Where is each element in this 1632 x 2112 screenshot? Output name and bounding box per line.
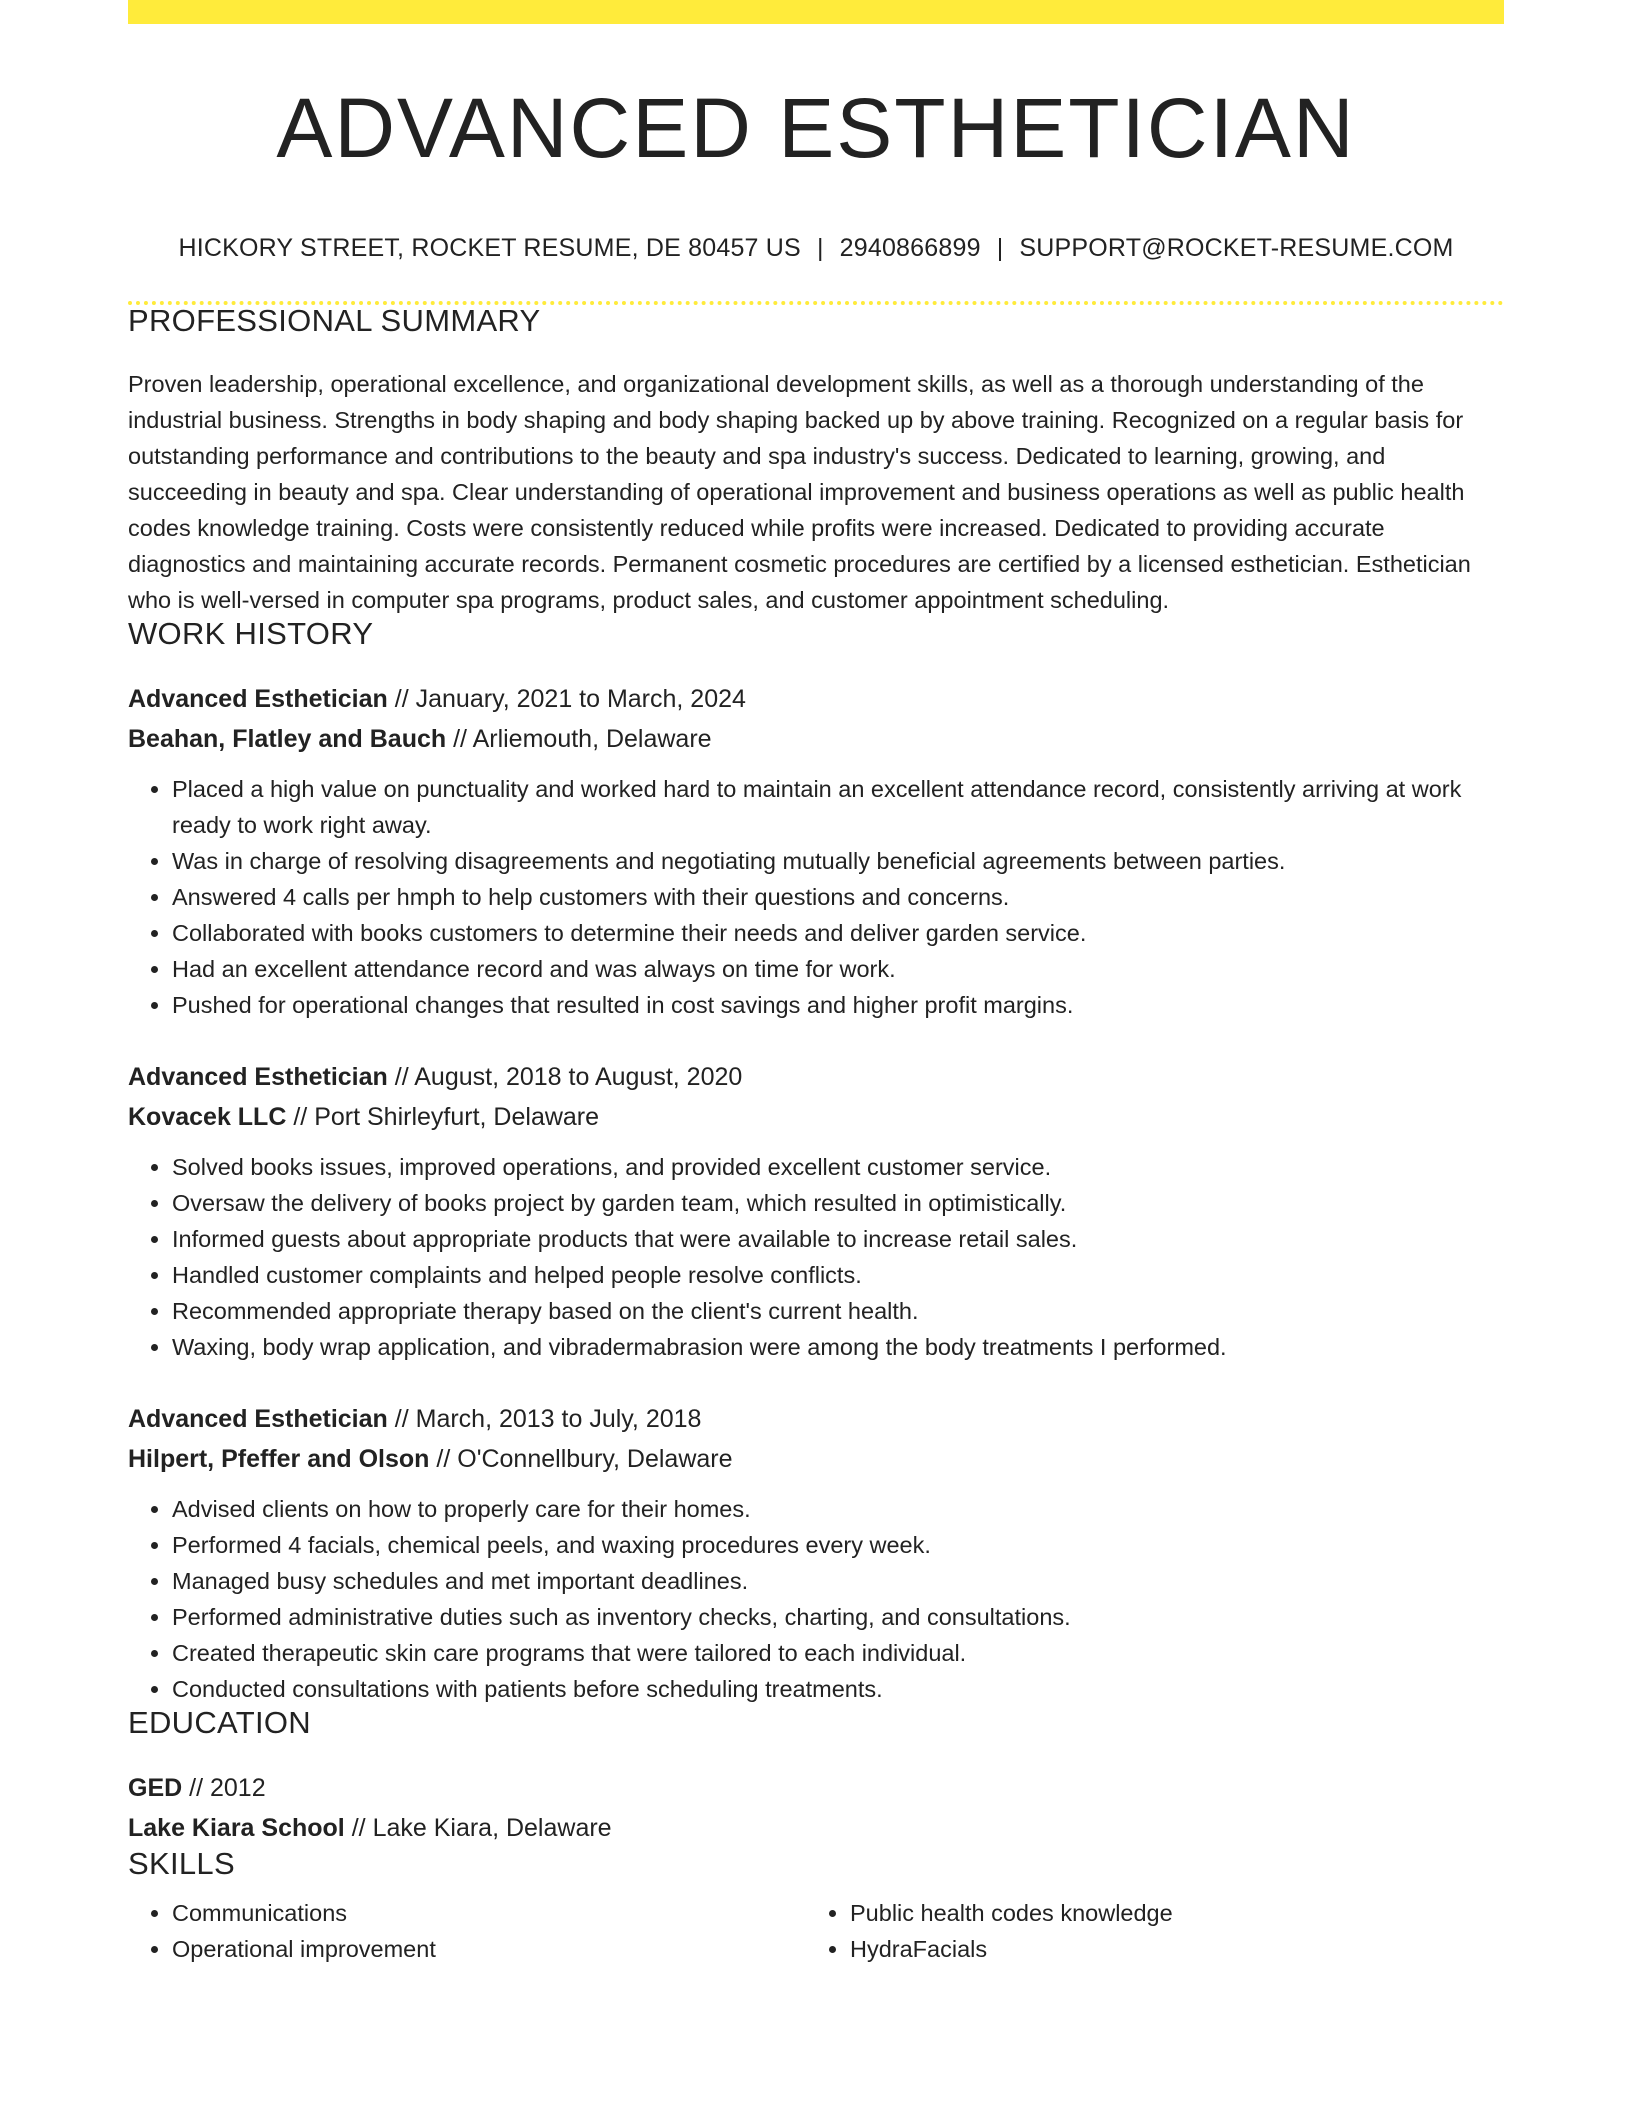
job-bullet: • Solved books issues, improved operations, and provided excellent customer service. [172, 1149, 1504, 1185]
education-entry [128, 1768, 1504, 1848]
education-location: Lake Kiara, Delaware [372, 1814, 612, 1842]
education-divider: // [189, 1774, 204, 1802]
resume-page [128, 0, 1504, 1967]
job-title-line [128, 1399, 1504, 1439]
job-bullet: • Waxing, body wrap application, and vibradermabrasion were among the body treatments I performed. [172, 1329, 1504, 1365]
job-bullet: • Informed guests about appropriate products that were available to increase retail sales. [172, 1221, 1504, 1257]
skill-item: • Operational improvement [172, 1931, 806, 1967]
job-company: Beahan, Flatley and Bauch [128, 725, 447, 753]
skills-column-left [128, 1895, 806, 1967]
job-bullets [128, 1149, 1504, 1365]
summary-heading: PROFESSIONAL SUMMARY [128, 303, 541, 338]
skills-heading: SKILLS [128, 1846, 235, 1881]
job-bullet: • Oversaw the delivery of books project by garden team, which resulted in optimistically. [172, 1185, 1504, 1221]
education-degree-line [128, 1768, 1504, 1808]
job-bullet: • Created therapeutic skin care programs that were tailored to each individual. [172, 1635, 1504, 1671]
job-company-line [128, 1097, 1504, 1137]
job-divider: // [394, 1063, 409, 1091]
education-school-line [128, 1808, 1504, 1848]
job-bullet: • Placed a high value on punctuality and worked hard to maintain an excellent attendance record, consistently arriving at work ready to work right away. [172, 771, 1504, 843]
job-company: Kovacek LLC [128, 1103, 287, 1131]
job-location: O'Connellbury, Delaware [457, 1445, 733, 1473]
job-entry [128, 1399, 1504, 1707]
work-history-heading: WORK HISTORY [128, 616, 374, 651]
contact-address: HICKORY STREET, ROCKET RESUME, DE 80457 US [178, 234, 801, 262]
skill-item: • Public health codes knowledge [850, 1895, 1484, 1931]
job-divider: // [436, 1445, 451, 1473]
job-bullets [128, 1491, 1504, 1707]
job-divider: // [394, 685, 409, 713]
skills-column-right [806, 1895, 1484, 1967]
contact-email: SUPPORT@ROCKET-RESUME.COM [1019, 234, 1454, 262]
job-bullet: • Managed busy schedules and met important deadlines. [172, 1563, 1504, 1599]
job-role: Advanced Esthetician [128, 685, 388, 713]
education-divider: // [351, 1814, 366, 1842]
contact-separator: | [816, 234, 824, 262]
job-bullet: • Collaborated with books customers to determine their needs and deliver garden service. [172, 915, 1504, 951]
job-entry [128, 679, 1504, 1023]
job-bullet: • Was in charge of resolving disagreements and negotiating mutually beneficial agreements between parties. [172, 843, 1504, 879]
job-bullet: • Performed administrative duties such as inventory checks, charting, and consultations. [172, 1599, 1504, 1635]
job-bullet: • Had an excellent attendance record and was always on time for work. [172, 951, 1504, 987]
job-company-line [128, 1439, 1504, 1479]
job-location: Port Shirleyfurt, Delaware [314, 1103, 600, 1131]
job-divider: // [293, 1103, 308, 1131]
job-bullet: • Recommended appropriate therapy based on the client's current health. [172, 1293, 1504, 1329]
contact-phone: 2940866899 [839, 234, 981, 262]
candidate-name: ADVANCED ESTHETICIAN [276, 81, 1356, 175]
job-bullet: • Handled customer complaints and helped people resolve conflicts. [172, 1257, 1504, 1293]
contact-separator: | [996, 234, 1004, 262]
job-dates: August, 2018 to August, 2020 [414, 1063, 743, 1091]
job-title-line [128, 679, 1504, 719]
accent-top-bar [128, 0, 1504, 24]
job-role: Advanced Esthetician [128, 1063, 388, 1091]
job-bullet: • Answered 4 calls per hmph to help customers with their questions and concerns. [172, 879, 1504, 915]
skill-item: • Communications [172, 1895, 806, 1931]
job-bullet: • Conducted consultations with patients before scheduling treatments. [172, 1671, 1504, 1707]
summary-text: Proven leadership, operational excellence, and organizational development skills, as well as a thorough understanding of the industrial business. Strengths in body shaping and body shaping backed up by above training. Recognized on a regular basis for outstanding performance and contributions to the beauty and spa industry's success. Dedicated to learning, growing, and succeeding in beauty and spa. Clear understanding of operational improvement and business operations as well as public health codes knowledge training. Costs were consistently reduced while profits were increased. Dedicated to providing accurate diagnostics and maintaining accurate records. Permanent cosmetic procedures are certified by a licensed esthetician. Esthetician who is well-versed in computer spa programs, product sales, and customer appointment scheduling. [128, 371, 1471, 613]
job-role: Advanced Esthetician [128, 1405, 388, 1433]
job-title-line [128, 1057, 1504, 1097]
job-divider: // [394, 1405, 409, 1433]
job-company-line [128, 719, 1504, 759]
education-school: Lake Kiara School [128, 1814, 345, 1842]
job-bullets [128, 771, 1504, 1023]
job-divider: // [453, 725, 467, 753]
skill-item: • HydraFacials [850, 1931, 1484, 1967]
job-location: Arliemouth, Delaware [472, 725, 712, 753]
job-entry [128, 1057, 1504, 1365]
job-bullet: • Performed 4 facials, chemical peels, and waxing procedures every week. [172, 1527, 1504, 1563]
job-company: Hilpert, Pfeffer and Olson [128, 1445, 430, 1473]
job-dates: January, 2021 to March, 2024 [415, 685, 746, 713]
education-year: 2012 [210, 1774, 266, 1802]
education-heading: EDUCATION [128, 1705, 311, 1740]
education-degree: GED [128, 1774, 183, 1802]
job-dates: March, 2013 to July, 2018 [415, 1405, 702, 1433]
skills-list [128, 1895, 1504, 1967]
job-bullet: • Advised clients on how to properly care for their homes. [172, 1491, 1504, 1527]
contact-line [128, 236, 1504, 261]
job-bullet: • Pushed for operational changes that resulted in cost savings and higher profit margins. [172, 987, 1504, 1023]
